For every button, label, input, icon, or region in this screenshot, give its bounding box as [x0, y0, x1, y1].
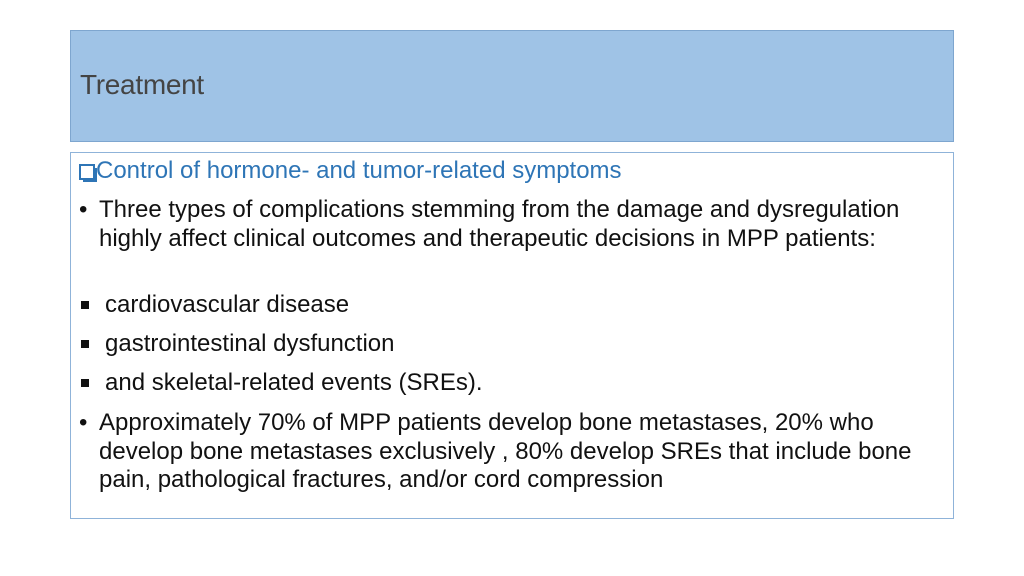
bullet-dot-icon: •	[79, 196, 88, 223]
square-bullet-icon	[79, 369, 105, 397]
sub-item-text: cardiovascular disease	[105, 291, 350, 318]
checkbox-bullet-icon	[79, 164, 95, 180]
section-heading-text: Control of hormone- and tumor-related symptoms	[96, 157, 622, 184]
list-item	[79, 409, 939, 495]
title-banner	[70, 30, 954, 142]
bullet-dot-icon: •	[79, 409, 88, 436]
slide-title: Treatment	[80, 69, 204, 100]
content-box	[70, 152, 954, 519]
square-bullet-icon	[79, 291, 105, 319]
bullet-list-2	[79, 409, 939, 495]
list-item	[79, 369, 939, 398]
list-item	[79, 291, 939, 320]
list-item	[79, 196, 939, 253]
square-bullet-icon	[79, 330, 105, 358]
sub-item-text: and skeletal-related events (SREs).	[105, 369, 483, 396]
list-item	[79, 330, 939, 359]
bullet-list-1	[79, 196, 939, 253]
bullet-text: Approximately 70% of MPP patients develop bone metastases, 20% who develop bone metastases exclusively , 80% develop SREs that include bone pain, pathological fractures, and/or cord compression	[99, 409, 912, 493]
sub-item-list	[79, 291, 939, 398]
sub-item-text: gastrointestinal dysfunction	[105, 330, 395, 357]
bullet-text: Three types of complications stemming from the damage and dysregulation highly affect clinical outcomes and therapeutic decisions in MPP patients:	[99, 196, 900, 252]
section-heading	[79, 157, 622, 185]
